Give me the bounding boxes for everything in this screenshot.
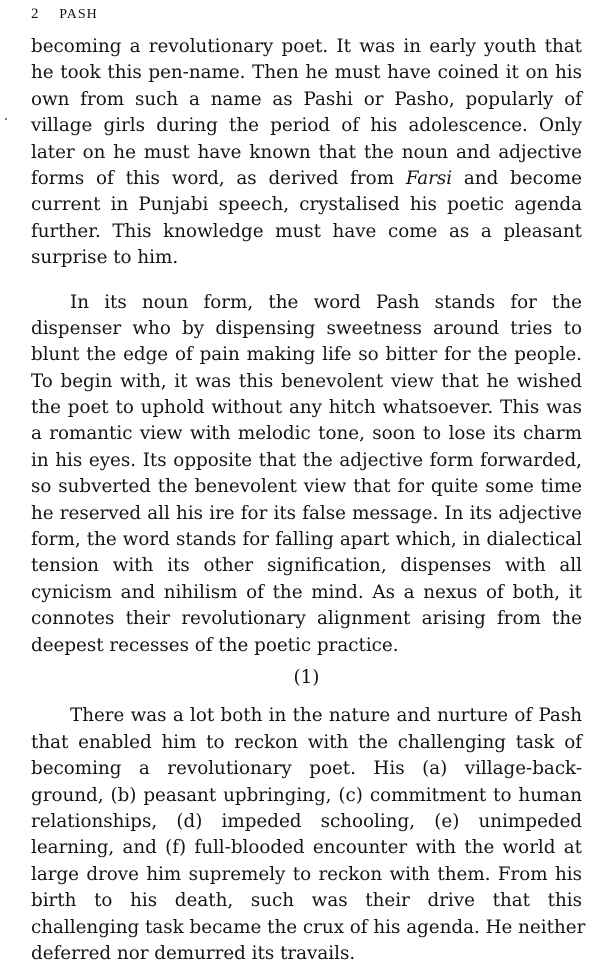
- text-line: [31, 113, 582, 139]
- text-run: surprise to him.: [31, 247, 179, 269]
- text-run: he reserved all his ire for its false message. In its adjective: [31, 502, 582, 524]
- text-run: so subverted the benevolent view that for quite some time: [31, 476, 582, 498]
- text-line: [31, 140, 582, 166]
- text-run: In its noun form, the word Pash stands for the: [70, 291, 582, 313]
- text-line: [31, 448, 582, 474]
- text-line: [31, 703, 582, 729]
- paragraph-gap: [31, 272, 582, 290]
- text-run: relationships, (d) impeded schooling, (e) unimpeded: [31, 810, 582, 832]
- text-line: [31, 783, 582, 809]
- text-run: ground, (b) peasant upbringing, (c) commitment to human: [31, 784, 582, 806]
- text-run: large drove him supremely to reckon with them. From his: [31, 863, 582, 885]
- text-line: [31, 34, 582, 60]
- text-line: [31, 245, 582, 271]
- text-line: [31, 219, 582, 245]
- text-run: becoming a revolutionary poet. His (a) village-back-: [31, 758, 582, 780]
- text-line: [31, 369, 582, 395]
- text-line: [31, 342, 582, 368]
- text-line: [31, 633, 582, 659]
- text-run: tension with its other signification, dispenses with all: [31, 555, 582, 577]
- paragraph-1: [31, 34, 582, 272]
- text-run: own from such a name as Pashi or Pasho, popularly of: [31, 88, 582, 110]
- page-number: 2: [31, 6, 39, 22]
- text-run: current in Punjabi speech, crystalised his poetic agenda: [31, 194, 582, 216]
- text-line: [31, 192, 582, 218]
- text-line: [31, 756, 582, 782]
- text-line: [31, 941, 582, 967]
- text-line: [31, 809, 582, 835]
- text-line: [31, 888, 582, 914]
- paragraph-2: [31, 290, 582, 659]
- text-line: [31, 527, 582, 553]
- text-run: becoming a revolutionary poet. It was in early youth that: [31, 36, 582, 57]
- text-line: [31, 474, 582, 500]
- text-run: later on he must have known that the noun and adjective: [31, 141, 582, 163]
- text-line: [31, 501, 582, 527]
- running-head-title: PASH: [59, 7, 98, 22]
- text-line: [31, 166, 582, 192]
- text-line: [31, 606, 582, 632]
- text-line: [31, 395, 582, 421]
- text-run: and become: [452, 167, 582, 189]
- text-run: the poet to uphold without any hitch whatsoever. This was: [31, 397, 582, 419]
- text-run: challenging task became the crux of his agenda. He neither: [31, 916, 586, 938]
- text-run: learning, and (f) full-blooded encounter with the world at: [31, 837, 582, 859]
- text-run: form, the word stands for falling apart which, in dialectical: [31, 529, 582, 551]
- text-line: [31, 421, 582, 447]
- text-run: in his eyes. Its opposite that the adjective form forwarded,: [31, 449, 582, 471]
- text-line: [31, 580, 582, 606]
- text-line: [31, 553, 582, 579]
- text-run: village girls during the period of his adolescence. Only: [31, 115, 582, 137]
- text-run: birth to his death, such was their drive that this: [31, 890, 582, 912]
- text-run: To begin with, it was this benevolent view that he wished: [31, 370, 582, 392]
- text-run: deepest recesses of the poetic practice.: [31, 634, 399, 656]
- text-line: [31, 290, 582, 316]
- text-line: [31, 87, 582, 113]
- text-run: that enabled him to reckon with the challenging task of: [31, 731, 582, 753]
- text-run: blunt the edge of pain making life so bitter for the people.: [31, 344, 582, 366]
- text-line: [31, 835, 582, 861]
- text-line: [31, 60, 582, 86]
- italic-term: Farsi: [405, 167, 453, 189]
- paragraph-3: [31, 703, 586, 967]
- text-run: dispenser who by dispensing sweetness around tries to: [31, 317, 582, 339]
- margin-speck: [5, 118, 7, 120]
- text-run: a romantic view with melodic tone, soon to lose its charm: [31, 423, 582, 445]
- text-run: There was a lot both in the nature and nurture of Pash: [70, 705, 582, 727]
- text-run: deferred nor demurred its travails.: [31, 942, 356, 964]
- text-line: [31, 316, 582, 342]
- running-head: [31, 6, 98, 23]
- text-run: further. This knowledge must have come as a pleasant: [31, 220, 582, 242]
- text-run: cynicism and nihilism of the mind. As a nexus of both, it: [31, 581, 582, 603]
- text-run: he took this pen-name. Then he must have coined it on his: [31, 62, 582, 84]
- text-run: forms of this word, as derived from: [31, 167, 406, 189]
- text-line: [31, 862, 582, 888]
- text-run: connotes their revolutionary alignment arising from the: [31, 608, 582, 630]
- body-text: [31, 34, 586, 967]
- text-line: [31, 730, 582, 756]
- text-line: [31, 915, 586, 941]
- section-number: (1): [293, 666, 320, 688]
